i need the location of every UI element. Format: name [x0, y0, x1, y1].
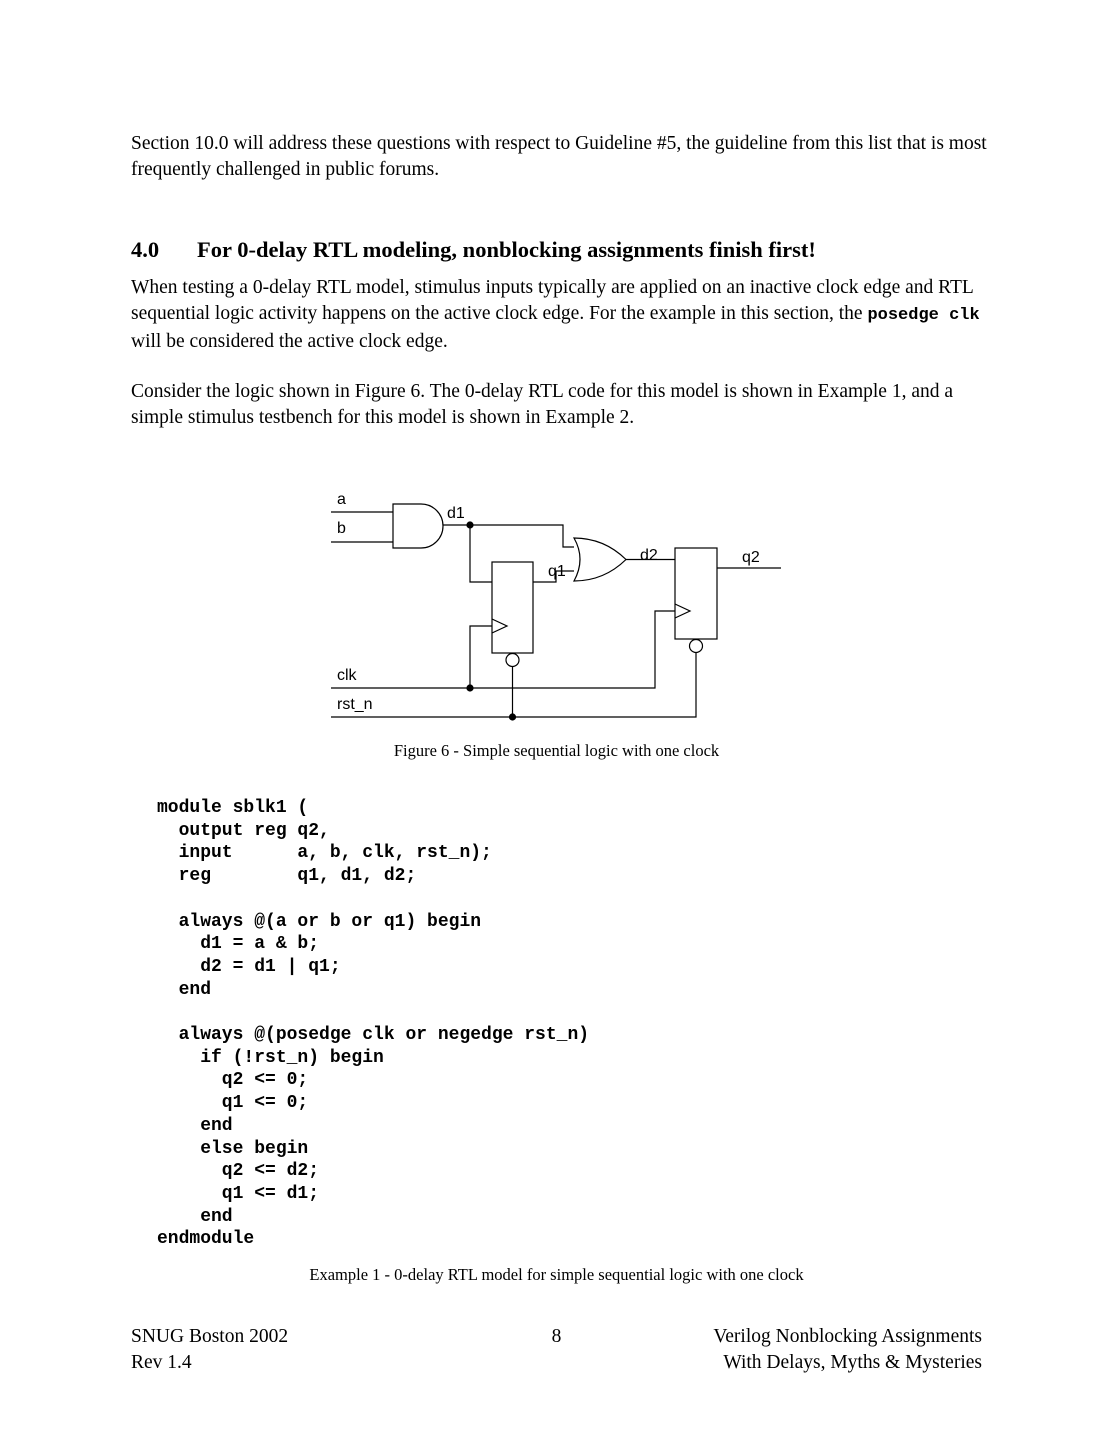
paragraph-text: will be considered the active clock edge. — [131, 331, 448, 352]
verilog-code-block: module sblk1 ( output reg q2, input a, b, clk, rst_n); reg q1, d1, d2; always @(a or b or q1) begin d1 = a & b; d2 = d1 | q1; end always @(posedge clk or negedge rst_n) if (!rst_n) begin q2 <= 0; q1 <= 0; end else begin q2 <= d2; q1 <= d1; end endmodule — [157, 798, 590, 1250]
footer-revision: Rev 1.4 — [131, 1352, 192, 1373]
page-number: 8 — [551, 1326, 562, 1347]
wire-d1 — [443, 525, 574, 547]
figure-caption: Figure 6 - Simple sequential logic with one clock — [393, 741, 720, 760]
section-number: 4.0 — [131, 237, 160, 262]
junction-rst-n — [510, 714, 516, 720]
junction-d1 — [467, 522, 473, 528]
reset-bubble-ff1 — [506, 654, 519, 667]
footer-title-line1: Verilog Nonblocking Assignments — [713, 1326, 982, 1347]
label-clk: clk — [337, 667, 357, 684]
wire-clk — [331, 611, 675, 688]
inline-code: posedge clk — [867, 306, 980, 325]
intro-paragraph: Section 10.0 will address these questions with respect to Guideline #5, the guideline from this list that is most frequently challenged in public forums. — [131, 133, 987, 180]
label-a: a — [337, 491, 346, 508]
section-paragraph-2: Consider the logic shown in Figure 6. The 0-delay RTL code for this model is shown in Example 1, and a simple stimulus testbench for this model is shown in Example 2. — [131, 381, 954, 428]
label-b: b — [337, 520, 346, 537]
label-d2: d2 — [640, 547, 658, 564]
and-gate — [393, 504, 443, 548]
wire-rst-n — [331, 653, 696, 718]
example-caption: Example 1 - 0-delay RTL model for simple sequential logic with one clock — [309, 1265, 804, 1284]
footer-title-line2: With Delays, Myths & Mysteries — [723, 1352, 982, 1373]
junction-clk — [467, 685, 473, 691]
or-gate — [574, 538, 626, 581]
clock-triangle-ff1 — [492, 619, 507, 633]
label-d1: d1 — [447, 505, 465, 522]
clock-triangle-ff2 — [675, 604, 690, 618]
section-heading — [131, 236, 816, 264]
flip-flop-q1 — [492, 562, 533, 653]
footer-right — [713, 1324, 982, 1376]
paragraph-text: When testing a 0-delay RTL model, stimulus inputs typically are applied on an inactive clock edge and RTL sequential logic activity happens on the active clock edge. For the example in this section, the — [131, 277, 974, 324]
reset-bubble-ff2 — [690, 640, 703, 653]
circuit-diagram — [326, 485, 786, 725]
wire-clk-to-ff1 — [470, 626, 492, 688]
label-q2: q2 — [742, 549, 760, 566]
wire-d1-to-ff1 — [470, 525, 492, 582]
section-title: For 0-delay RTL modeling, nonblocking assignments finish first! — [197, 237, 816, 262]
label-rst-n: rst_n — [337, 696, 373, 713]
footer-conference: SNUG Boston 2002 — [131, 1326, 289, 1347]
flip-flop-q2 — [675, 548, 717, 639]
label-q1: q1 — [548, 563, 566, 580]
section-paragraph-1 — [131, 275, 991, 355]
